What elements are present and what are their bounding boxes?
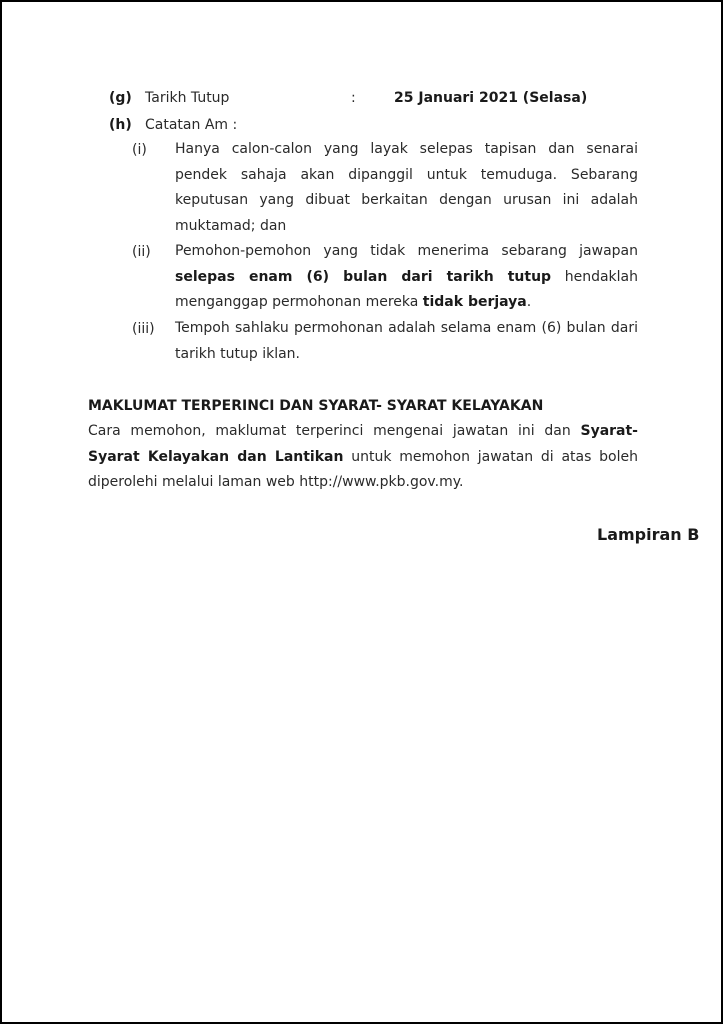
closing-date-value: 25 Januari 2021 (Selasa) [394, 90, 588, 106]
note-ii-text-1: Pemohon-pemohon yang tidak menerima sebarang jawapan [175, 243, 638, 259]
note-i-text: Hanya calon-calon yang layak selepas tapisan dan senarai pendek sahaja akan dipanggil untuk temuduga. Sebarang keputusan yang dibuat berkaitan dengan urusan ini adalah muktamad; dan [175, 141, 638, 234]
section-bold-1: Syarat-Syarat Kelayakan dan Lantikan [88, 423, 638, 465]
note-iii-text: Tempoh sahlaku permohonan adalah selama enam (6) bulan dari tarikh tutup iklan. [175, 320, 638, 362]
section-text-2: untuk memohon jawatan di atas boleh diperolehi melalui laman web http://www.pkb.gov.my. [88, 448, 638, 490]
section-text-1: Cara memohon, maklumat terperinci mengenai jawatan ini dan [88, 423, 571, 439]
item-g-label: Tarikh Tutup [145, 90, 230, 106]
note-ii-text-2: hendaklah menganggap permohonan mereka [175, 268, 638, 310]
attachment-label: Lampiran B [597, 525, 700, 544]
section-heading: MAKLUMAT TERPERINCI DAN SYARAT- SYARAT KELAYAKAN [88, 398, 544, 414]
note-ii-bold-1: selepas enam (6) bulan dari tarikh tutup [175, 268, 552, 285]
item-h-label: Catatan Am : [145, 117, 238, 133]
note-ii-text-3: . [526, 294, 532, 310]
section-text [88, 419, 638, 496]
item-h-marker: (h) [109, 117, 132, 133]
note-i-marker: (i) [132, 142, 147, 158]
note-iii-marker: (iii) [132, 321, 155, 337]
document-page [2, 2, 721, 1022]
note-ii-marker: (ii) [132, 244, 151, 260]
note-ii-bold-2: tidak berjaya [422, 294, 527, 310]
item-g-marker: (g) [109, 90, 132, 106]
note-ii-text [175, 239, 638, 316]
item-g-colon: : [351, 90, 356, 106]
